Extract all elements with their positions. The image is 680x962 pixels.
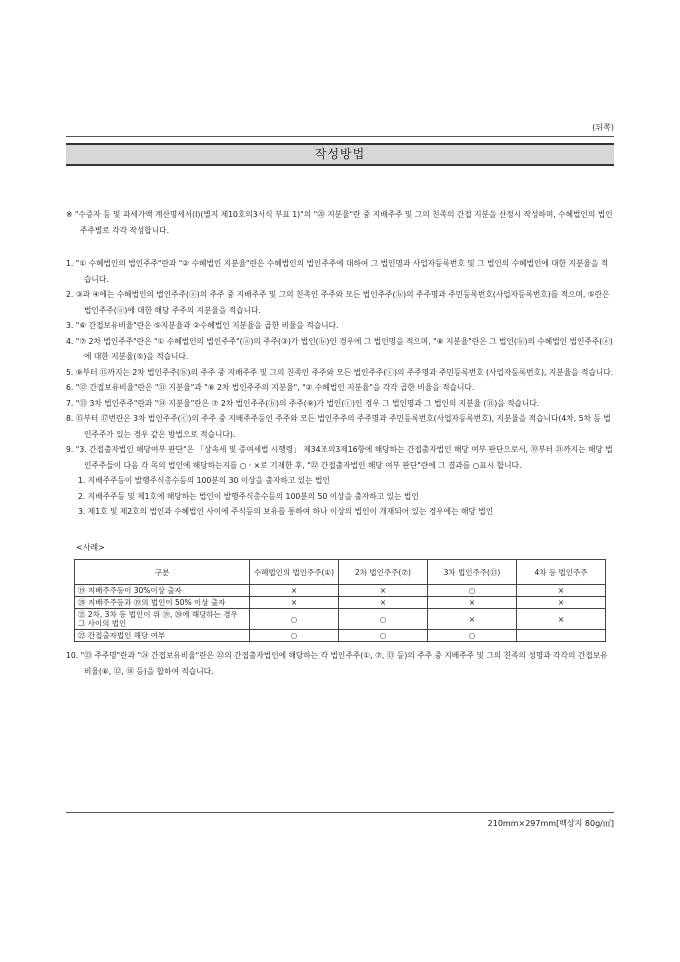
table-cell: ○ — [339, 630, 428, 642]
table-cell: × — [517, 609, 606, 630]
table-cell: × — [428, 609, 517, 630]
table-cell: × — [250, 597, 339, 609]
table-row — [75, 630, 606, 642]
table-cell — [517, 630, 606, 642]
bottom-divider — [66, 812, 614, 813]
instruction-item-9: 9. "3. 간접출자법인 해당여부 판단"은 「상속세 및 증여세법 시행령」 제34조의3제16항에 해당하는 간접출자법인 해당 여부 판단으로서, ⑲부터 ㉑까지는 해당 법인주주들이 다음 각 목의 법인에 해당하는지를 ○ · ×로 기재한 후, "㉒ 간접출자법인 해당 여부 판단"란에 그 결과를 ○표시 합니다. — [66, 445, 613, 470]
sub-item-1: 1. 지배주주등이 발행주식총수등의 100분의 30 이상을 출자하고 있는 법인 — [78, 476, 330, 485]
paper-size-label: 210mm×297mm[백상지 80g/㎡] — [487, 819, 614, 828]
table-header-row — [75, 560, 606, 585]
case-table — [74, 559, 606, 642]
sub-item-2: 2. 지배주주등 및 제1호에 해당하는 법인이 발행주식총수등의 100분의 50 이상을 출자하고 있는 법인 — [78, 491, 419, 501]
instruction-item-6: 6. "⑫ 간접보유비율"란은 "⑪ 지분율"과 "⑧ 2차 법인주주의 지분율", "② 수혜법인 지분율"을 각각 곱한 비율을 적습니다. — [66, 383, 475, 392]
case-label: <사례> — [76, 542, 105, 552]
table-header-cell: 4차 등 법인주주 — [517, 560, 606, 585]
table-cell: ○ — [428, 585, 517, 597]
instruction-item-4: 4. "⑦ 2차 법인주주"란은 "① 수혜법인의 법인주주"(ⓐ)의 주주(③)가 법인(ⓑ)인 경우에 그 법인명을 적으며, "⑧ 지분율"란은 그 법인(ⓑ)의 수혜법인 법인주주(ⓐ)에 대한 지분율(⑤)을 적습니다. — [66, 336, 613, 361]
table-header-cell: 3차 법인주주(⑬) — [428, 560, 517, 585]
row-label: ⑲ 지배주주등이 30%이상 출자 — [75, 585, 250, 597]
instruction-item-2: 2. ③과 ④에는 수혜법인의 법인주주(ⓐ)의 주주 중 지배주주 및 그의 친족인 주주와 모든 법인주주(ⓑ)의 주주명과 주민등록번호(사업자등록번호)를 적으며, ⑤란은 법인주주(ⓐ)에 대한 해당 주주의 지분율을 적습니다. — [66, 290, 610, 315]
table-cell: × — [250, 585, 339, 597]
instruction-item-1: 1. "① 수혜법인의 법인주주"란과 "② 수혜법인 지분율"란은 수혜법인의 법인주주에 대하여 그 법인명과 사업자등록번호 및 그 법인의 수혜법인에 대한 지분율을 적습니다. — [66, 259, 609, 284]
instruction-item-3: 3. "⑥ 간접보유비율"란은 ⑤지분율과 ②수혜법인 지분율을 곱한 비율을 적습니다. — [66, 321, 339, 330]
section-title: 작성방법 — [66, 143, 614, 166]
table-cell: ○ — [339, 609, 428, 630]
instruction-item-8: 8. ⑮부터 ⑰번란은 3차 법인주주(ⓒ)의 주주 중 지배주주등인 주주와 모든 법인주주의 주주명과 주민등록번호(사업자등록번호), 지분율을 적습니다(4차, 5차 등 법인주주가 있는 경우 같은 방법으로 적습니다). — [66, 414, 611, 439]
table-header-cell: 2차 법인주주(⑦) — [339, 560, 428, 585]
table-cell: ○ — [250, 609, 339, 630]
instruction-item-10: 10. "㉓ 주주명"란과 "㉔ 간접보유비율"란은 ㉒의 간접출자법인에 해당하는 각 법인주주(①, ⑦, ⑬ 등)의 주주 중 지배주주 및 그의 친족의 성명과 각각의 간접보유비율(⑥, ⑫, ⑱ 등)을 합하여 적습니다. — [66, 651, 608, 676]
table-header-cell: 수혜법인의 법인주주(①) — [250, 560, 339, 585]
instructions-body — [66, 207, 614, 679]
table-cell: ○ — [428, 630, 517, 642]
row-label: ⑳ 지배주주등과 ⑲의 법인이 50% 이상 출자 — [75, 597, 250, 609]
table-row — [75, 597, 606, 609]
instruction-item-5: 5. ⑨부터 ⑪까지는 2차 법인주주(ⓑ)의 주주 중 지배주주 및 그의 친족인 주주와 모든 법인주주(ⓒ)의 주주명과 주민등록번호 (사업자등록번호), 지분율을 적습니다. — [66, 367, 614, 377]
table-cell: × — [339, 585, 428, 597]
table-cell: ○ — [250, 630, 339, 642]
table-row — [75, 585, 606, 597]
table-cell: × — [517, 597, 606, 609]
instruction-item-7: 7. "⑬ 3차 법인주주"란과 "⑭ 지분율"란은 ⑦ 2차 법인주주(ⓑ)의 주주(⑨)가 법인(ⓒ)인 경우 그 법인명과 그 법인의 지분율 (⑪)을 적습니다. — [66, 398, 540, 408]
table-cell: × — [517, 585, 606, 597]
row-label: ㉑ 2차, 3차 등 법인이 위 ⑲, ⑳에 해당하는 경우 그 사이의 법인 — [75, 609, 250, 630]
row-label: ㉒ 간접출자법인 해당 여부 — [75, 630, 250, 642]
table-row — [75, 609, 606, 630]
top-divider — [66, 136, 614, 137]
sub-item-3: 3. 제1호 및 제2호의 법인과 수혜법인 사이에 주식등의 보유를 통하여 하나 이상의 법인이 개재되어 있는 경우에는 해당 법인 — [78, 507, 494, 516]
table-cell: × — [339, 597, 428, 609]
page-side-label: (뒤쪽) — [592, 123, 614, 132]
table-header-cell: 구분 — [75, 560, 250, 585]
general-note: ※ "수증자 등 및 과세가액 계산명세서(Ⅰ)(별지 제10호의3서식 부표 1)"의 "⑳ 지분율"란 중 지배주주 및 그의 친족의 간접 지분을 산정시 작성하며, 수혜법인의 법인주주별로 각각 작성합니다. — [66, 210, 613, 235]
table-cell: × — [428, 597, 517, 609]
